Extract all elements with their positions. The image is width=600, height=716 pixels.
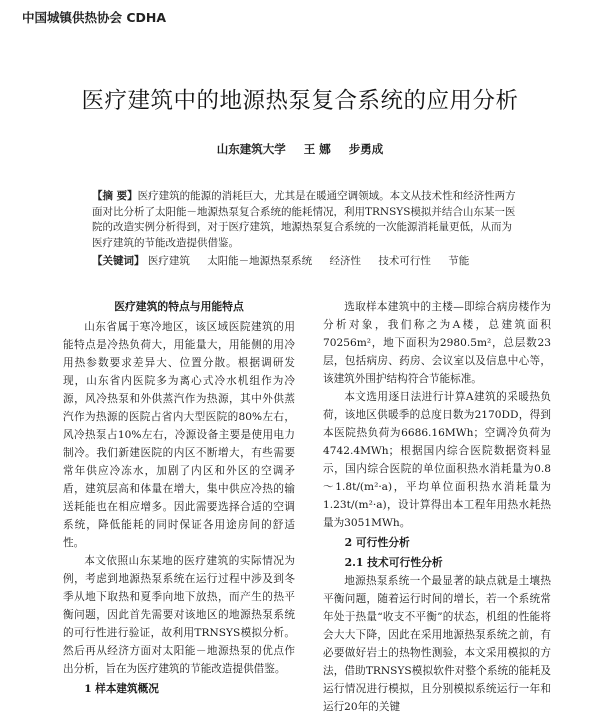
- abstract: [92, 189, 519, 251]
- keyword: 经济性: [329, 255, 362, 267]
- journal-header: 中国城镇供热协会 CDHA: [22, 10, 167, 25]
- section-heading: 2 可行性分析: [344, 536, 410, 549]
- keyword: 医疗建筑: [147, 255, 190, 267]
- author-name: 步勇成: [348, 142, 384, 156]
- section-heading: 医疗建筑的特点与用能特点: [114, 300, 244, 313]
- author-line: [0, 141, 600, 157]
- abstract-label: 【摘 要】: [92, 190, 138, 202]
- body-paragraph: 本文依照山东某地的医疗建筑的实际情况为例，考虑到地源热泵系统在运行过程中涉及到冬季从地下取热和夏季向地下放热，而产生的热平衡问题，因此首先需要对该地区的地源热泵系统的可行性进行验证，故利用TRNSYS模拟分析。然后再从经济方面对太阳能－地源热泵的优点作出分析，旨在为医疗建筑的节能改造提供借鉴。: [63, 555, 295, 675]
- keywords: [92, 254, 519, 269]
- body-paragraph: 本文选用逐日法进行计算A建筑的采暖热负荷，该地区供暖季的总度日数为2170DD，得到本医院热负荷为6686.16MWh；空调冷负荷为4742.4MWh；根据国内综合医院数据资料显示，国内综合医院的单位面积热水消耗量为0.8～1.8t/(m²·a)，平均单位面积热水消耗量为1.23t/(m²·a)，设计算得出本工程年用热水耗热量为3051MWh。: [323, 391, 551, 529]
- keywords-label: 【关键词】: [92, 255, 145, 267]
- body-paragraph: 山东省属于寒冷地区，该区域医院建筑的用能特点是冷热负荷大，用能量大，用能侧的用冷用热参数要求差异大、位置分散。根据调研发现，山东省内医院多为离心式冷水机组作为冷源，风冷热泵和外供蒸汽作为热源，其中外供蒸汽作为热源的医院占省内大型医院的80%左右，风冷热泵占10%左右，冷源设备主要是使用电力制冷。我们新建医院的内区不断增大，有些需要常年供应冷冻水，加剧了内区和外区的空调矛盾，建筑层高和体量在增大，集中供应冷热的输送耗能也在相应增多。因此需要选择合适的空调系统，降低能耗的同时保证各用途房间的舒适性。: [63, 321, 295, 549]
- keyword: 技术可行性: [378, 255, 431, 267]
- subsection-heading: 2.1 技术可行性分析: [344, 556, 443, 569]
- section-heading: 1 样本建筑概况: [84, 683, 159, 695]
- left-column: [63, 298, 295, 698]
- abstract-text: 医疗建筑的能源的消耗巨大，尤其是在暖通空调领域。本文从技术性和经济性两方面对比分析了太阳能－地源热泵复合系统的能耗情况，利用TRNSYS模拟并结合山东某一医院的改造实例分析得到，对于医疗建筑，地源热泵复合系统的一次能源消耗量更低，从而为医疗建筑的节能改造提供借鉴。: [92, 190, 516, 249]
- keyword: 太阳能－地源热泵系统: [207, 255, 313, 267]
- right-column: [323, 298, 551, 716]
- body-paragraph: 选取样本建筑中的主楼—即综合病房楼作为分析对象，我们称之为A楼，总建筑面积70256m²，地下面积为2980.5m²，总层数23层，包括病房、药房、会议室以及信息中心等，该建筑外围护结构符合节能标准。: [323, 301, 551, 385]
- paper-title: 医疗建筑中的地源热泵复合系统的应用分析: [81, 88, 519, 114]
- keyword: 节能: [448, 255, 470, 267]
- author-affiliation: 山东建筑大学: [216, 142, 286, 156]
- author-name: 王 娜: [303, 142, 331, 156]
- body-paragraph: 地源热泵系统一个最显著的缺点就是土壤热平衡问题，随着运行时间的增长，若一个系统常年处于热量“收支不平衡”的状态，机组的性能将会大大下降，因此在采用地源热泵系统之前，有必要做好岩土的热物性测验，本文采用模拟的方法，借助TRNSYS模拟软件对整个系统的能耗及运行情况进行模拟，且分别模拟系统运行一年和运行20年的关键: [323, 575, 551, 713]
